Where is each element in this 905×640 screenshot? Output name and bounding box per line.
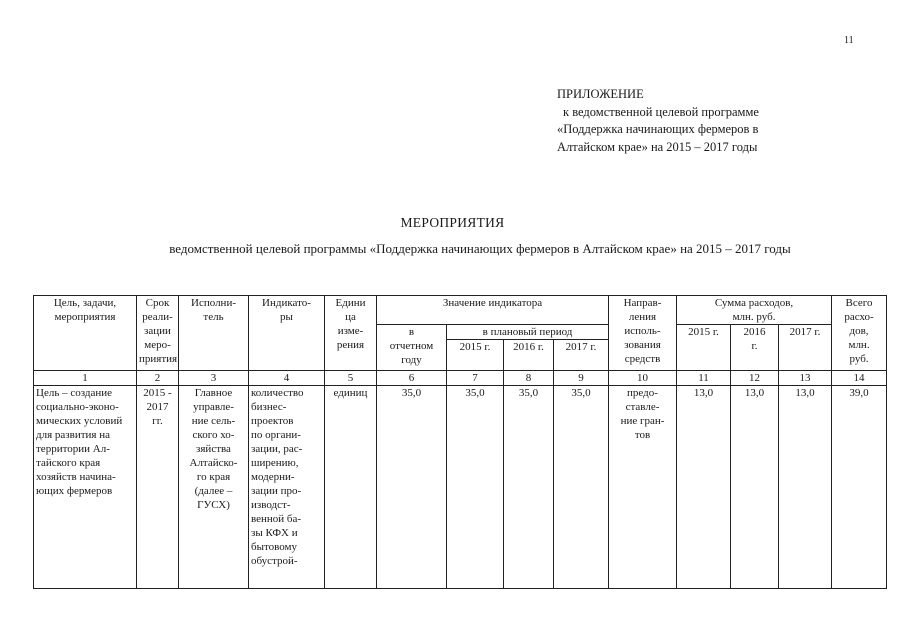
document-subtitle: ведомственной целевой программы «Поддержка начинающих фермеров в Алтайском крае» на 2015 – 2017 годы: [169, 241, 791, 256]
column-number: 6: [377, 371, 447, 386]
column-number: 3: [179, 371, 249, 386]
text-line: г.: [751, 340, 758, 352]
text-line: модерни-: [251, 471, 295, 483]
header-2016: 2016 г.: [504, 340, 554, 371]
text-line: тайского края: [36, 457, 101, 469]
text-line: Направ-: [623, 297, 662, 309]
text-line: зации, рас-: [251, 443, 303, 455]
header-exp-2016: [731, 325, 779, 371]
appendix-line: к ведомственной целевой программе: [563, 104, 759, 119]
text-line: для развития на: [36, 429, 110, 441]
column-number: 14: [832, 371, 887, 386]
text-line: бизнес-: [251, 401, 287, 413]
column-number: 1: [34, 371, 137, 386]
text-line: мических условий: [36, 415, 123, 427]
text-line: Индикато-: [262, 297, 311, 309]
text-line: зяйства: [196, 443, 231, 455]
text-line: 2017 г.: [789, 326, 821, 338]
document-title: МЕРОПРИЯТИЯ: [400, 215, 505, 230]
column-number: 9: [554, 371, 609, 386]
header-indicator-value: Значение индикатора: [377, 296, 609, 325]
row-value-2016: 35,0: [504, 386, 554, 589]
header-goal: [34, 296, 137, 371]
text-line: зации про-: [251, 485, 302, 497]
appendix-heading: ПРИЛОЖЕНИЕ: [557, 87, 644, 101]
row-value-2017: 35,0: [554, 386, 609, 589]
text-line: ющих фермеров: [36, 485, 113, 497]
text-line: ления: [628, 311, 657, 323]
text-line: ние сель-: [191, 415, 236, 427]
header-term: [137, 296, 179, 371]
text-line: меро-: [144, 339, 171, 351]
column-number: 11: [677, 371, 731, 386]
text-line: хозяйств начина-: [36, 471, 116, 483]
page-number: 11: [844, 35, 854, 46]
column-number: 4: [249, 371, 325, 386]
column-number: 12: [731, 371, 779, 386]
text-line: рения: [336, 339, 365, 351]
text-line: проектов: [251, 415, 294, 427]
text-line: зования: [624, 339, 661, 351]
text-line: зации: [144, 325, 171, 337]
text-line: ры: [280, 311, 293, 323]
text-line: в: [408, 326, 415, 338]
row-direction: [609, 386, 677, 589]
text-line: Всего: [845, 297, 873, 309]
text-line: ширению,: [251, 457, 299, 469]
column-number: 8: [504, 371, 554, 386]
text-line: млн. руб.: [732, 311, 776, 323]
text-line: Едини: [335, 297, 366, 309]
row-expense-2016: 13,0: [731, 386, 779, 589]
row-executor: [179, 386, 249, 589]
text-line: ставле-: [625, 401, 660, 413]
text-line: изводст-: [251, 499, 291, 511]
row-unit: единиц: [325, 386, 377, 589]
text-line: Срок: [145, 297, 170, 309]
row-report-year: 35,0: [377, 386, 447, 589]
header-planned-period: в плановый период: [447, 325, 609, 340]
header-expense-sum: [677, 296, 832, 325]
text-line: обустрой-: [251, 555, 298, 567]
measures-table: [33, 295, 887, 589]
table-row: [34, 386, 887, 589]
text-line: гг.: [152, 415, 163, 427]
header-report-year: [377, 325, 447, 371]
text-line: территории Ал-: [36, 443, 110, 455]
text-line: ГУСХ): [197, 499, 230, 511]
column-number: 2: [137, 371, 179, 386]
text-line: мероприятия: [54, 311, 116, 323]
text-line: Цель – создание: [36, 387, 112, 399]
text-line: 2016: [743, 326, 766, 338]
header-2017: 2017 г.: [554, 340, 609, 371]
text-line: приятия: [139, 353, 178, 365]
text-line: тов: [634, 429, 651, 441]
column-number-row: [34, 371, 887, 386]
header-executor: [179, 296, 249, 371]
text-line: 2015 -: [143, 387, 172, 399]
header-2015: 2015 г.: [447, 340, 504, 371]
text-line: реали-: [142, 311, 173, 323]
text-line: венной ба-: [251, 513, 302, 525]
text-line: го края: [196, 471, 231, 483]
text-line: 2015 г.: [688, 326, 719, 338]
row-term: [137, 386, 179, 589]
row-goal: [34, 386, 137, 589]
text-line: бытовому: [251, 541, 298, 553]
header-exp-2015: [677, 325, 731, 371]
text-line: Алтайско-: [189, 457, 238, 469]
text-line: управле-: [193, 401, 234, 413]
text-line: по органи-: [251, 429, 301, 441]
header-direction: [609, 296, 677, 371]
text-line: количество: [251, 387, 304, 399]
header-total: [832, 296, 887, 371]
appendix-line: «Поддержка начинающих фермеров в: [557, 122, 759, 136]
text-line: Исполни-: [191, 297, 236, 309]
appendix-block: [557, 86, 759, 156]
row-expense-2017: 13,0: [779, 386, 832, 589]
text-line: руб.: [849, 353, 869, 365]
header-unit: [325, 296, 377, 371]
text-line: тель: [203, 311, 224, 323]
row-indicator: [249, 386, 325, 589]
row-expense-2015: 13,0: [677, 386, 731, 589]
text-line: отчетном: [389, 340, 434, 352]
column-number: 7: [447, 371, 504, 386]
text-line: дов,: [849, 325, 869, 337]
text-line: 2017: [146, 401, 169, 413]
text-line: млн.: [848, 339, 870, 351]
text-line: социально-эконо-: [36, 401, 119, 413]
text-line: (далее –: [194, 485, 233, 497]
text-line: расхо-: [844, 311, 874, 323]
row-value-2015: 35,0: [447, 386, 504, 589]
header-row: [34, 296, 887, 325]
text-line: Главное: [194, 387, 233, 399]
text-line: исполь-: [624, 325, 661, 337]
column-number: 5: [325, 371, 377, 386]
appendix-line: Алтайском крае» на 2015 – 2017 годы: [557, 139, 758, 154]
text-line: ца: [345, 311, 356, 323]
text-line: предо-: [627, 387, 658, 399]
text-line: средств: [624, 353, 661, 365]
row-total: 39,0: [832, 386, 887, 589]
header-exp-2017: [779, 325, 832, 371]
text-line: ние гран-: [620, 415, 665, 427]
text-line: изме-: [337, 325, 364, 337]
header-indicators: [249, 296, 325, 371]
text-line: зы КФХ и: [251, 527, 298, 539]
column-number: 10: [609, 371, 677, 386]
text-line: Цель, задачи,: [53, 297, 117, 309]
text-line: ского хо-: [192, 429, 235, 441]
text-line: Сумма расходов,: [714, 297, 794, 309]
column-number: 13: [779, 371, 832, 386]
text-line: году: [401, 354, 422, 366]
